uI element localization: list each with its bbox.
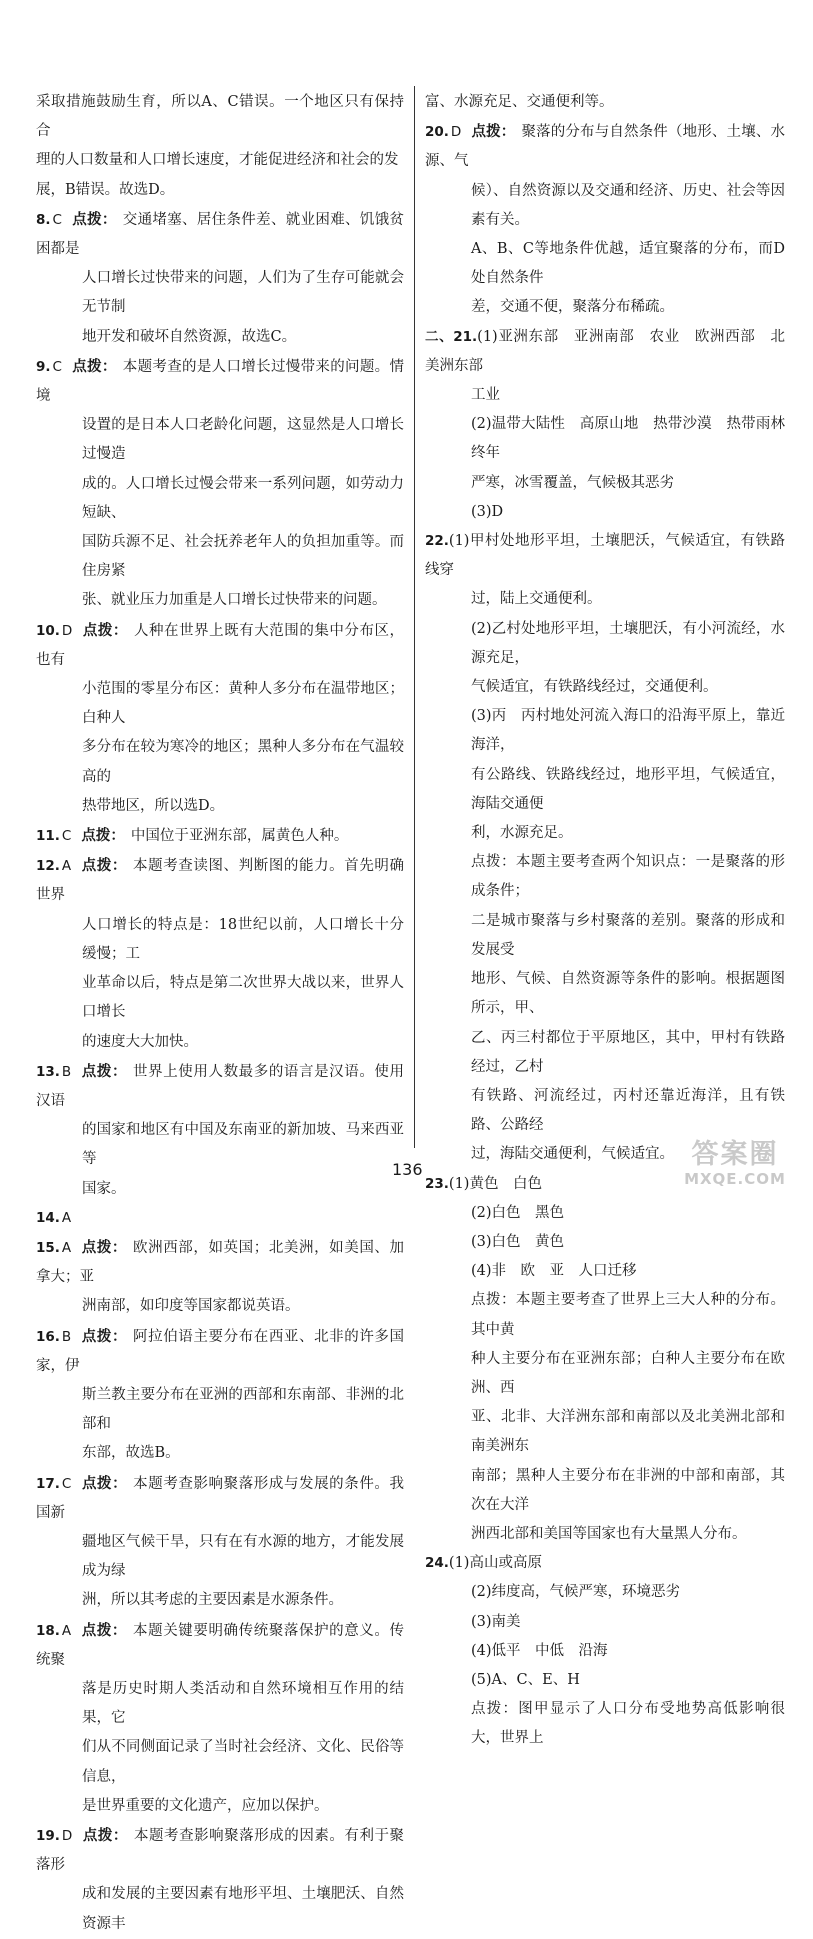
continuation-line: 地开发和破坏自然资源，故选C。	[82, 328, 297, 345]
explanation-text: 世界上使用人数最多的语言是汉语。使用汉语	[36, 1063, 405, 1109]
continuation-line: A、B、C等地条件优越，适宜聚落的分布，而D处自然条件	[471, 241, 785, 287]
continuation-line: 严寒，冰雪覆盖，气候极其恶劣	[471, 474, 674, 491]
answer-first-line	[36, 1322, 404, 1381]
continuation-line: 洲，所以其考虑的主要因素是水源条件。	[82, 1592, 343, 1609]
continuation-line: 的国家和地区有中国及东南亚的新加坡、马来西亚等	[82, 1122, 404, 1168]
continuation-line: (4)低平 中低 沿海	[471, 1642, 608, 1659]
explanation-text: 本题考查读图、判断图的能力。首先明确世界	[36, 858, 405, 904]
hint-label: 点拨：	[71, 357, 117, 375]
explanation-text: 欧洲西部，如英国；北美洲，如美国、加拿大；亚	[36, 1239, 405, 1286]
hint-label: 点拨：	[81, 857, 128, 875]
continuation-line: (3)D	[471, 503, 504, 520]
text-line: 理的人口数量和人口增长速度，才能促进经济和社会的发	[36, 152, 399, 169]
hint-label: 点拨：	[81, 1474, 128, 1492]
answer-choice: B	[61, 1328, 72, 1345]
continuation-line: 二是城市聚落与乡村聚落的差别。聚落的形成和发展受	[471, 912, 785, 958]
answer-choice: D	[61, 622, 73, 639]
continuation-line: 成的。人口增长过慢会带来一系列问题，如劳动力短缺、	[82, 475, 404, 521]
explanation-text: 中国位于亚洲东部，属黄色人种。	[130, 828, 349, 845]
explanation-text: (1)黄色 白色	[448, 1175, 542, 1192]
answer-first-line	[36, 821, 404, 851]
continuation-line: (2)白色 黑色	[471, 1204, 565, 1221]
answer-first-line	[36, 1469, 404, 1528]
question-number: 11.	[36, 828, 60, 845]
answer-choice: A	[61, 1209, 72, 1226]
continuation-line: (3)南美	[471, 1613, 521, 1630]
explanation-text: (1)高山或高原	[448, 1555, 542, 1572]
answer-first-line	[36, 352, 404, 411]
continuation-line: 设置的是日本人口老龄化问题，这显然是人口增长过慢造	[82, 417, 404, 463]
answer-choice: A	[61, 858, 72, 875]
question-number: 20.	[425, 124, 449, 141]
continuation-line: (2)温带大陆性 高原山地 热带沙漠 热带雨林 终年	[471, 416, 800, 462]
continuation-line: 斯兰教主要分布在亚洲的西部和东南部、非洲的北部和	[82, 1386, 404, 1433]
continuation-line: 的速度大大加快。	[82, 1033, 198, 1050]
continuation-line: 洲西北部和美国等国家也有大量黑人分布。	[471, 1525, 747, 1542]
continuation-line: 气候适宜，有铁路线经过，交通便利。	[471, 679, 718, 696]
explanation-text: 交通堵塞、居住条件差、就业困难、饥饿贫困都是	[36, 211, 405, 258]
question-number: 10.	[36, 622, 60, 639]
answer-first-line	[425, 527, 785, 585]
continuation-line: 利，水源充足。	[471, 825, 573, 842]
answer-choice: C	[52, 211, 62, 228]
continuation-line: 人口增长过快带来的问题，人们为了生存可能就会无节制	[82, 270, 404, 316]
answer-first-line	[425, 117, 785, 176]
watermark-url: MXQE.COM	[684, 1170, 786, 1188]
continuation-line: 有公路线、铁路线经过，地形平坦，气候适宜，海陆交通便	[471, 766, 785, 812]
continuation-line: 成和发展的主要因素有地形平坦、土壤肥沃、自然资源丰	[82, 1886, 404, 1932]
hint-label: 点拨：	[81, 1238, 128, 1256]
answer-item	[36, 1057, 404, 1204]
continuation-line: 们从不同侧面记录了当时社会经济、文化、民俗等信息，	[82, 1739, 404, 1785]
hint-label: 点拨：	[81, 1621, 128, 1639]
continuation-line: 张、就业压力加重是人口增长过快带来的问题。	[82, 592, 387, 609]
answer-item	[36, 205, 404, 352]
continuation-line: 点拨：图甲显示了人口分布受地势高低影响很大，世界上	[471, 1701, 785, 1747]
continuation-line: (4)非 欧 亚 人口迁移	[471, 1263, 637, 1280]
continuation-line: (5)A、C、E、H	[471, 1671, 580, 1688]
continuation-line: 乙、丙三村都位于平原地区，其中，甲村有铁路经过，乙村	[471, 1029, 785, 1075]
question-number: 14.	[36, 1209, 60, 1226]
answer-item	[36, 1204, 404, 1233]
continuation-line: 差，交通不便，聚落分布稀疏。	[471, 299, 674, 316]
question-number: 22.	[425, 533, 449, 550]
answer-first-line	[36, 1057, 404, 1116]
question-number: 19.	[36, 1827, 60, 1844]
answer-item	[425, 1549, 785, 1753]
continuation-line: 亚、北非、大洋洲东部和南部以及北美洲北部和南美洲东	[471, 1409, 785, 1455]
explanation-text: 人种在世界上既有大范围的集中分布区，也有	[36, 622, 405, 668]
explanation-text: 本题关键要明确传统聚落保护的意义。传统聚	[36, 1622, 405, 1668]
continuation-line: 有铁路、河流经过，丙村还靠近海洋，且有铁路、公路经	[471, 1087, 785, 1134]
question-number: 15.	[36, 1239, 60, 1256]
continuation-line: (3)丙 丙村地处河流入海口的沿海平原上，靠近海洋，	[471, 708, 785, 754]
continuation-line: 点拨：本题主要考查两个知识点：一是聚落的形成条件；	[471, 854, 785, 900]
text-line: 富、水源充足、交通便利等。	[425, 94, 614, 110]
answer-first-line	[36, 205, 404, 264]
continuation-line: 国家。	[82, 1180, 126, 1197]
answer-item	[425, 1170, 785, 1550]
continuation-line: 过，海陆交通便利，气候适宜。	[471, 1146, 674, 1163]
answer-first-line	[36, 1204, 404, 1233]
continuation-line: 业革命以后，特点是第二次世界大战以来，世界人口增长	[82, 975, 404, 1021]
answer-item	[425, 527, 785, 1169]
answer-choice: A	[61, 1622, 72, 1639]
explanation-text: 本题考查的是人口增长过慢带来的问题。情境	[36, 358, 405, 405]
answer-choice: A	[61, 1239, 72, 1256]
column-divider	[414, 86, 415, 1148]
continuation-line: 国防兵源不足、社会抚养老年人的负担加重等。而住房紧	[82, 534, 404, 580]
answer-item	[36, 1233, 404, 1322]
explanation-text: 本题考查影响聚落形成的因素。有利于聚落形	[36, 1827, 405, 1874]
answer-first-line	[36, 851, 404, 910]
answer-first-line	[36, 1821, 404, 1880]
answer-first-line	[36, 1233, 404, 1292]
question-number: 23.	[425, 1175, 449, 1192]
continuation-line: (2)乙村处地形平坦，土壤肥沃，有小河流经，水源充足，	[471, 620, 785, 666]
continuation-line: 落是历史时期人类活动和自然环境相互作用的结果，它	[82, 1680, 404, 1727]
continuation-line: 疆地区气候干旱，只有在有水源的地方，才能发展成为绿	[82, 1533, 404, 1580]
continuation-line: 东部，故选B。	[82, 1445, 180, 1462]
explanation-text: (1)亚洲东部 亚洲南部 农业 欧洲西部 北美洲东部	[425, 328, 785, 374]
answer-first-line	[425, 1549, 785, 1578]
continuation-line: (2)纬度高，气候严寒，环境恶劣	[471, 1584, 681, 1601]
question-number: 18.	[36, 1622, 60, 1639]
answer-choice: B	[61, 1063, 72, 1080]
answer-choice: C	[61, 828, 72, 845]
continuation-line: 工业	[471, 387, 500, 404]
continuation-line: 人口增长的特点是：18世纪以前，人口增长十分缓慢；工	[82, 916, 404, 962]
answer-item	[425, 323, 800, 527]
answer-choice: D	[61, 1827, 73, 1844]
answer-first-line	[36, 1616, 404, 1675]
hint-label: 点拨：	[81, 1327, 128, 1345]
answer-item	[36, 1322, 404, 1469]
continuation-line: 南部；黑种人主要分布在非洲的中部和南部，其次在大洋	[471, 1467, 785, 1513]
continuation-line: 地形、气候、自然资源等条件的影响。根据题图所示，甲、	[471, 971, 785, 1017]
continuation-line: 小范围的零星分布区：黄种人多分布在温带地区；白种人	[82, 681, 404, 727]
answer-item	[36, 821, 404, 851]
answer-first-line	[425, 323, 785, 381]
continuation-line: 热带地区，所以选D。	[82, 797, 225, 814]
answer-item	[36, 1821, 404, 1939]
answer-item	[36, 352, 404, 616]
continuation-line: 种人主要分布在亚洲东部；白种人主要分布在欧洲、西	[471, 1350, 785, 1396]
continuation-line: 是世界重要的文化遗产，应加以保护。	[82, 1797, 329, 1814]
question-number: 9.	[36, 358, 51, 375]
explanation-text: 聚落的分布与自然条件（地形、土壤、水源、气	[425, 124, 786, 170]
answer-choice: D	[450, 124, 462, 141]
question-number: 二、21.	[425, 328, 478, 345]
answer-choice: C	[52, 358, 62, 375]
answer-item	[36, 851, 404, 1056]
hint-label: 点拨：	[471, 123, 516, 141]
watermark-logo-text: 答案圈	[691, 1139, 779, 1170]
continuation-line: 点拨：本题主要考查了世界上三大人种的分布。其中黄	[471, 1292, 785, 1338]
question-number: 8.	[36, 211, 51, 228]
continuation-line: 过，陆上交通便利。	[471, 591, 602, 608]
question-number: 13.	[36, 1063, 60, 1080]
answer-item	[36, 616, 404, 821]
answer-first-line	[36, 616, 404, 675]
explanation-text: 阿拉伯语主要分布在西亚、北非的许多国家，伊	[36, 1328, 405, 1374]
continuation-line: 多分布在较为寒冷的地区；黑种人多分布在气温较高的	[82, 739, 404, 785]
hint-label: 点拨：	[82, 1826, 128, 1844]
continuation-line: (3)白色 黄色	[471, 1233, 565, 1250]
question-number: 12.	[36, 858, 60, 875]
explanation-text: (1)甲村处地形平坦，土壤肥沃，气候适宜，有铁路线穿	[425, 533, 785, 579]
hint-label: 点拨：	[71, 210, 117, 228]
answer-item	[36, 1616, 404, 1821]
left-column	[36, 88, 404, 1939]
explanation-text: 本题考查影响聚落形成与发展的条件。我国新	[36, 1475, 404, 1521]
continuation-line: 候）、自然资源以及交通和经济、历史、社会等因素有关。	[471, 182, 785, 228]
watermark-logo	[671, 1140, 799, 1190]
text-line: 采取措施鼓励生育，所以A、C错误。一个地区只有保持合	[36, 94, 404, 140]
hint-label: 点拨：	[81, 827, 125, 845]
answer-item	[36, 1469, 404, 1616]
hint-label: 点拨：	[82, 621, 128, 639]
question-number: 24.	[425, 1555, 449, 1572]
text-line: 展，B错误。故选D。	[36, 181, 175, 198]
question-number: 17.	[36, 1475, 60, 1492]
right-column	[425, 88, 800, 1754]
answer-choice: C	[61, 1475, 72, 1492]
page-number: 136	[392, 1160, 423, 1179]
answer-item	[425, 117, 785, 322]
continuation-line: 洲南部，如印度等国家都说英语。	[82, 1298, 300, 1315]
question-number: 16.	[36, 1328, 60, 1345]
hint-label: 点拨：	[81, 1062, 128, 1080]
